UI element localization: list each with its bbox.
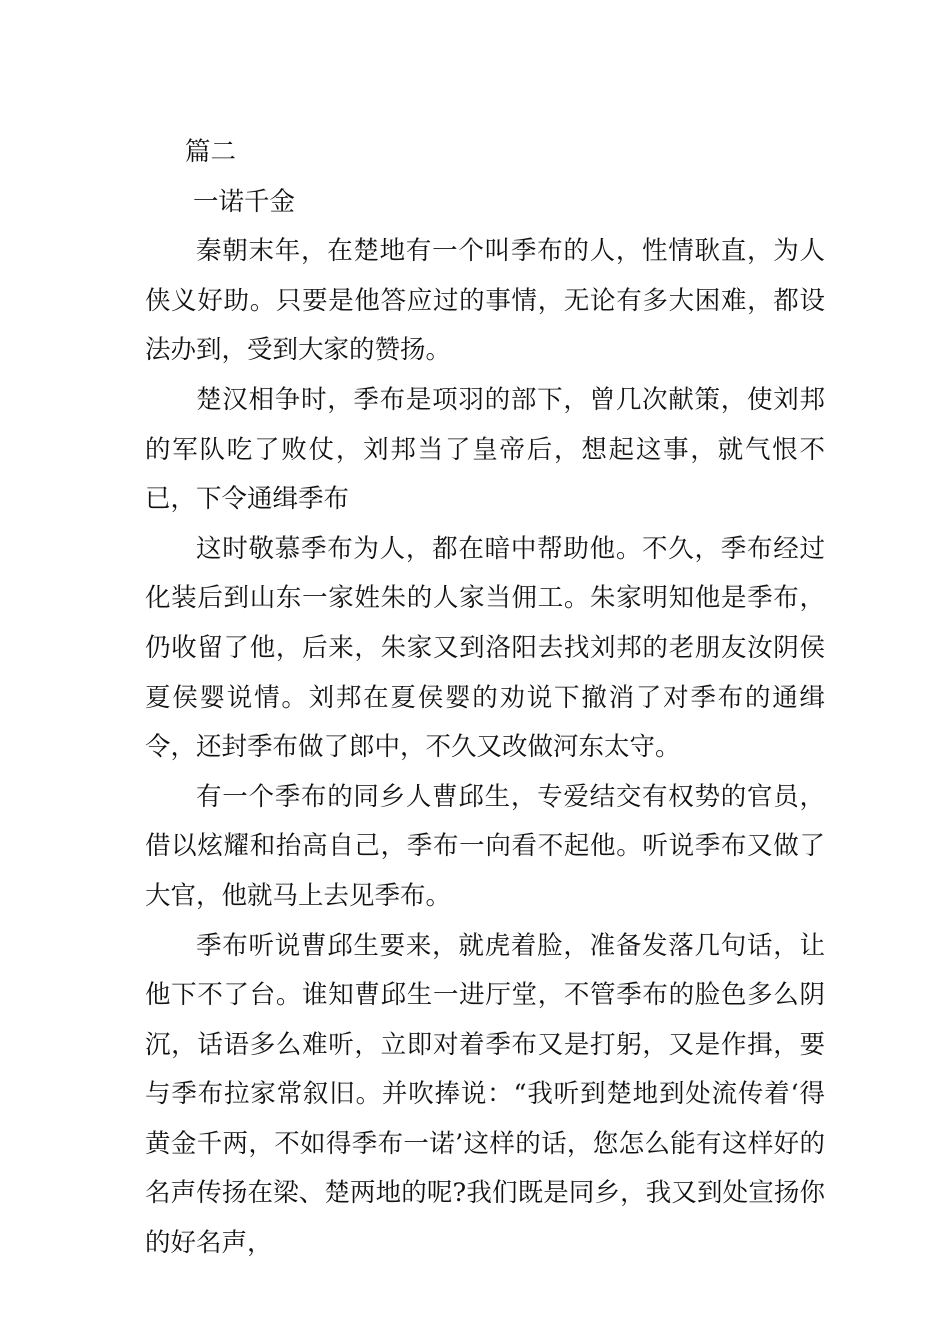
article-title: 一诺千金	[193, 186, 296, 217]
paragraph-1: 秦朝末年，在楚地有一个叫季布的人，性情耿直，为人侠义好助。只要是他答应过的事情，无论有多大困难，都设法办到，受到大家的赞扬。	[145, 236, 825, 366]
paragraph-5: 季布听说曹邱生要来，就虎着脸，准备发落几句话，让他下不了台。谁知曹邱生一进厅堂，不管季布的脸色多么阴沉，话语多么难听，立即对着季布又是打躬，又是作揖，要与季布拉家常叙旧。并吹捧说：“我听到楚地到处流传着‘得黄金千两，不如得季布一诺’这样的话，您怎么能有这样好的名声传扬在梁、楚两地的呢?我们既是同乡，我又到处宣扬你的好名声，	[145, 930, 825, 1259]
paragraph-3: 这时敬慕季布为人，都在暗中帮助他。不久，季布经过化装后到山东一家姓朱的人家当佣工。朱家明知他是季布，仍收留了他，后来，朱家又到洛阳去找刘邦的老朋友汝阴侯夏侯婴说情。刘邦在夏侯婴的劝说下撤消了对季布的通缉令，还封季布做了郎中，不久又改做河东太守。	[145, 533, 825, 763]
paragraph-4: 有一个季布的同乡人曹邱生，专爱结交有权势的官员，借以炫耀和抬高自己，季布一向看不起他。听说季布又做了大官，他就马上去见季布。	[145, 781, 825, 911]
document-body	[145, 128, 825, 1269]
section-label: 篇二	[185, 137, 237, 167]
paragraph-2: 楚汉相争时，季布是项羽的部下，曾几次献策，使刘邦的军队吃了败仗，刘邦当了皇帝后，想起这事，就气恨不已，下令通缉季布	[145, 384, 825, 515]
